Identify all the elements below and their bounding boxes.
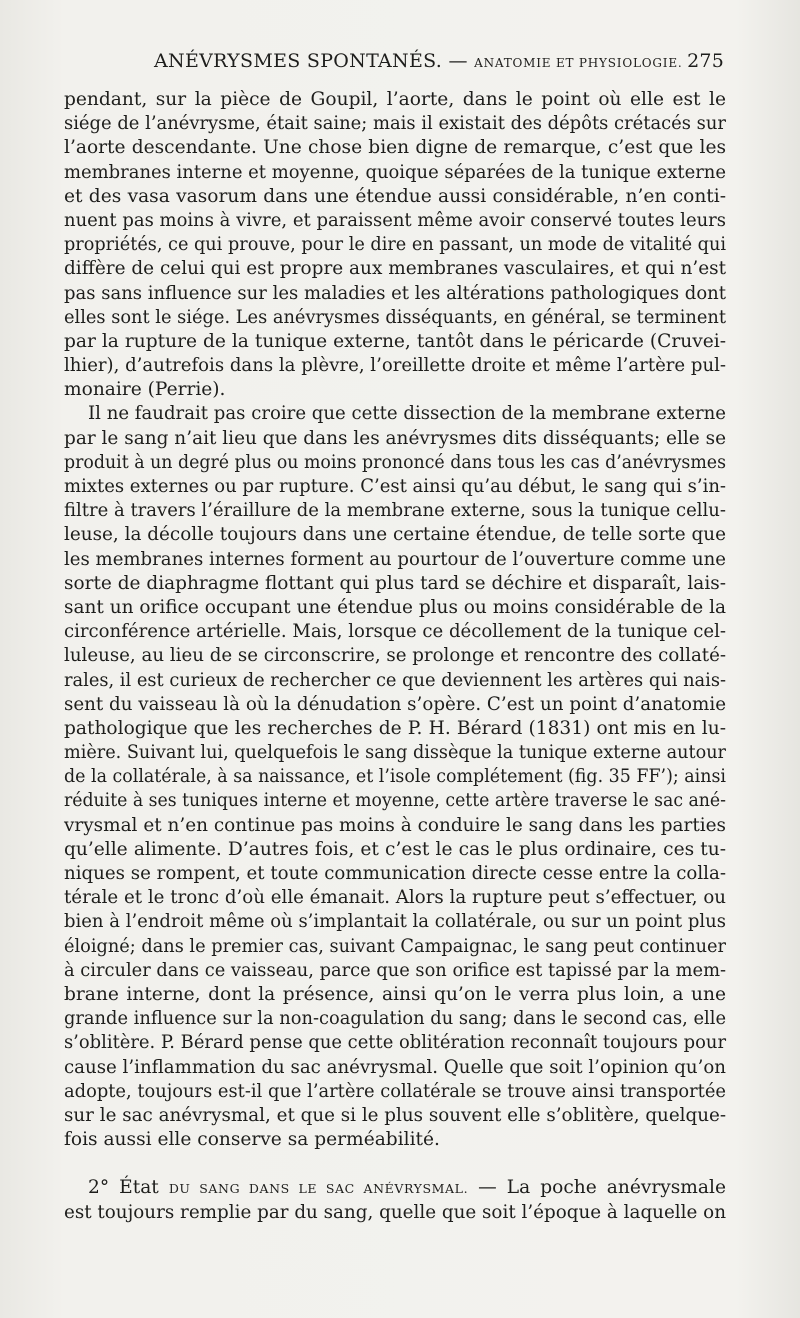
text-line: s’oblitère. P. Bérard pense que cette oblitération reconnaît toujours pour (64, 1032, 726, 1054)
text-line: luleuse, au lieu de se circonscrire, se prolonge et rencontre des collaté- (64, 645, 726, 667)
text-line: et des vasa vasorum dans une étendue aussi considérable, n’en conti- (64, 185, 726, 207)
text-line: sur le sac anévrysmal, et que si le plus souvent elle s’oblitère, quelque- (64, 1104, 726, 1126)
text-line: elles sont le siége. Les anévrysmes disséquants, en général, se terminent (64, 306, 726, 328)
section-number: 2° (88, 1177, 110, 1199)
text-line: réduite à ses tuniques interne et moyenne, cette artère traverse le sac ané- (64, 790, 726, 812)
text-line: leuse, la décolle toujours dans une certaine étendue, de telle sorte que (64, 524, 726, 546)
text-line: rales, il est curieux de rechercher ce que deviennent les artères qui nais- (64, 669, 726, 691)
section-heading-line (64, 1176, 726, 1200)
text-line: cause l’inflammation du sac anévrysmal. Quelle que soit l’opinion qu’on (64, 1056, 726, 1078)
text-line: membranes interne et moyenne, quoique séparées de la tunique externe (64, 161, 726, 183)
running-header (64, 50, 726, 80)
text-line: niques se rompent, et toute communication directe cesse entre la colla- (64, 863, 726, 884)
running-title (154, 50, 683, 72)
text-line: fois aussi elle conserve sa perméabilité. (64, 1129, 440, 1151)
text-line: propriétés, ce qui prouve, pour le dire en passant, un mode de vitalité qui (64, 234, 726, 256)
text-line: sorte de diaphragme flottant qui plus tard se déchire et disparaît, lais- (64, 572, 726, 594)
text-line: bien à l’endroit même où s’implantait la collatérale, ou sur un point plus (64, 911, 726, 933)
text-line: Il ne faudrait pas croire que cette dissection de la membrane externe (88, 403, 726, 425)
text-line: nuent pas moins à vivre, et paraissent même avoir conservé toutes leurs (64, 209, 726, 231)
text-line: lhier), d’autrefois dans la plèvre, l’oreillette droite et même l’artère pul- (64, 355, 726, 377)
text-line (64, 1152, 726, 1176)
text-line: pas sans influence sur les maladies et les altérations pathologiques dont (64, 282, 726, 304)
page-number: 275 (687, 50, 724, 72)
text-line: par le sang n’ait lieu que dans les anévrysmes dits disséquants; elle se (64, 427, 726, 449)
text-line: filtre à travers l’éraillure de la membrane externe, sous la tunique cellu- (64, 500, 726, 522)
text-line: circonférence artérielle. Mais, lorsque ce décollement de la tunique cel- (64, 621, 726, 643)
section-first-line-text: — La poche anévrysmale (468, 1177, 726, 1199)
text-line: brane interne, dont la présence, ainsi qu’on le verra plus loin, a une (64, 983, 726, 1005)
text-line: térale et le tronc d’où elle émanait. Alors la rupture peut s’effectuer, ou (64, 887, 726, 909)
text-line: l’aorte descendante. Une chose bien digne de remarque, c’est que les (64, 137, 726, 159)
running-title-sub: ANATOMIE ET PHYSIOLOGIE. (474, 56, 683, 70)
text-line: siége de l’anévrysme, était saine; mais il existait des dépôts crétacés sur (64, 113, 726, 135)
section-title: DU SANG DANS LE SAC ANÉVRYSMAL. (168, 1181, 469, 1197)
text-line: mière. Suivant lui, quelquefois le sang dissèque la tunique externe autour (64, 742, 726, 764)
text-line: sant un orifice occupant une étendue plus ou moins considérable de la (64, 596, 726, 618)
text-line: grande influence sur la non-coagulation du sang; dans le second cas, elle (64, 1008, 726, 1030)
text-line: adopte, toujours est-il que l’artère collatérale se trouve ainsi transportée (64, 1080, 726, 1102)
running-title-main: ANÉVRYSMES SPONTANÉS. (154, 50, 443, 72)
text-line: qu’elle alimente. D’autres fois, et c’est le cas le plus ordinaire, ces tu- (64, 838, 726, 860)
text-line: mixtes externes ou par rupture. C’est ainsi qu’au début, le sang qui s’in- (64, 476, 726, 497)
text-line: est toujours remplie par du sang, quelle que soit l’époque à laquelle on (64, 1201, 726, 1223)
text-line: diffère de celui qui est propre aux membranes vasculaires, et qui n’est (64, 258, 726, 280)
text-line: les membranes internes forment au pourtour de l’ouverture comme une (64, 548, 726, 570)
text-line: de la collatérale, à sa naissance, et l’isole complétement (fig. 35 FF’); ainsi (64, 766, 726, 788)
text-line: à circuler dans ce vaisseau, parce que son orifice est tapissé par la mem- (64, 959, 726, 981)
text-line: pendant, sur la pièce de Goupil, l’aorte, dans le point où elle est le (64, 89, 726, 110)
text-line: sent du vaisseau là où la dénudation s’opère. C’est un point d’anatomie (64, 693, 726, 715)
text-body (64, 88, 726, 1225)
running-title-dash: — (442, 50, 475, 72)
text-line: produit à un degré plus ou moins prononcé dans tous les cas d’anévrysmes (64, 451, 726, 473)
text-line: éloigné; dans le premier cas, suivant Campaignac, le sang peut continuer (64, 935, 726, 957)
text-line: vrysmal et n’en continue pas moins à conduire le sang dans les parties (64, 814, 726, 836)
text-line: pathologique que les recherches de P. H. Bérard (1831) ont mis en lu- (64, 717, 726, 739)
text-line: par la rupture de la tunique externe, tantôt dans le péricarde (Cruvei- (64, 330, 726, 352)
text-line: monaire (Perrie). (64, 379, 226, 401)
section-title-first: État (119, 1177, 159, 1199)
